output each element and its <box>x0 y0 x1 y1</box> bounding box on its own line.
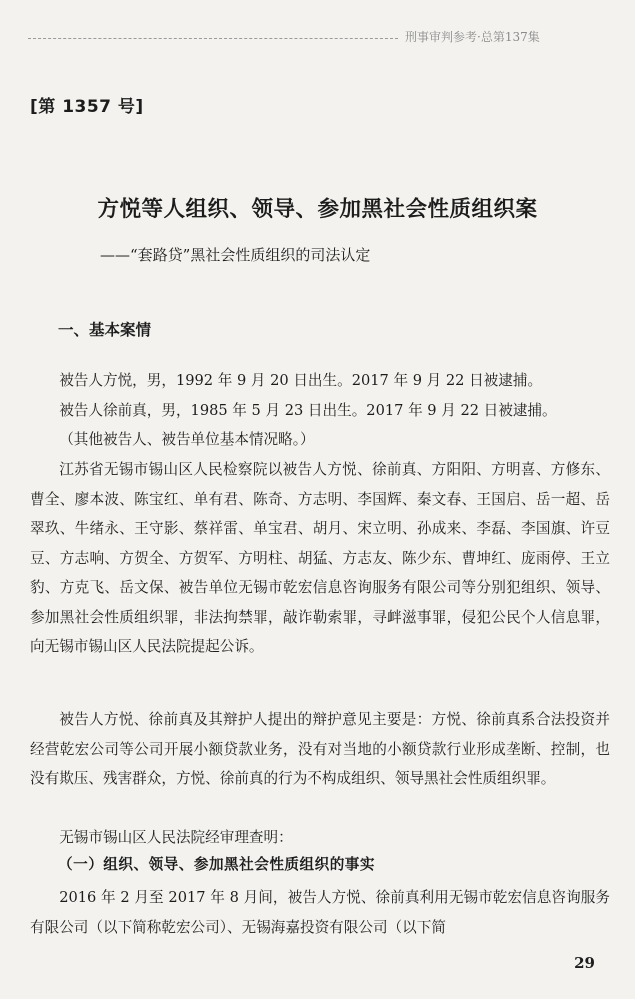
header-rule <box>28 38 398 39</box>
sub-title: ——“套路贷”黑社会性质组织的司法认定 <box>100 246 371 264</box>
page-number: 29 <box>574 954 595 972</box>
section-heading: 一、基本案情 <box>58 321 152 339</box>
paragraph-defense: 被告人方悦、徐前真及其辩护人提出的辩护意见主要是：方悦、徐前真系合法投资并经营乾宏公司等公司开展小额贷款业务，没有对当地的小额贷款行业形成垄断、控制，也没有欺压、残害群众，方悦、徐前真的行为不构成组织、领导黑社会性质组织罪。 <box>30 711 610 787</box>
paragraph-facts: 2016 年 2 月至 2017 年 8 月间，被告人方悦、徐前真利用无锡市乾宏信息咨询服务有限公司（以下简称乾宏公司）、无锡海嘉投资有限公司（以下简 <box>30 889 610 936</box>
paragraph-others-omitted: （其他被告人、被告单位基本情况略。） <box>59 431 315 448</box>
paragraph-court-finding: 无锡市锡山区人民法院经审理查明： <box>59 829 293 846</box>
main-title: 方悦等人组织、领导、参加黑社会性质组织案 <box>97 197 538 222</box>
paragraph-defendant-1: 被告人方悦，男，1992 年 9 月 20 日出生。2017 年 9 月 22 日被逮捕。 <box>59 372 543 389</box>
running-head: 刑事审判参考·总第137集 <box>405 30 540 44</box>
subsection-heading: （一）组织、领导、参加黑社会性质组织的事实 <box>58 856 375 873</box>
paragraph-defendant-2: 被告人徐前真，男，1985 年 5 月 23 日出生。2017 年 9 月 22 日被逮捕。 <box>59 402 557 419</box>
paragraph-prosecution: 江苏省无锡市锡山区人民检察院以被告人方悦、徐前真、方阳阳、方明喜、方修东、曹全、廖本波、陈宝红、单有君、陈奇、方志明、李国辉、秦文春、王国启、岳一超、岳翠玖、牛绪永、王守影、蔡祥雷、单宝君、胡月、宋立明、孙成来、李磊、李国旗、许豆豆、方志响、方贺全、方贺军、方明柱、胡猛、方志友、陈少东、曹坤红、庞雨停、王立豹、方克飞、岳文保、被告单位无锡市乾宏信息咨询服务有限公司等分别犯组织、领导、参加黑社会性质组织罪，非法拘禁罪，敲诈勒索罪，寻衅滋事罪，侵犯公民个人信息罪，向无锡市锡山区人民法院提起公诉。 <box>30 461 610 655</box>
case-number: [第 1357 号] <box>30 97 144 117</box>
